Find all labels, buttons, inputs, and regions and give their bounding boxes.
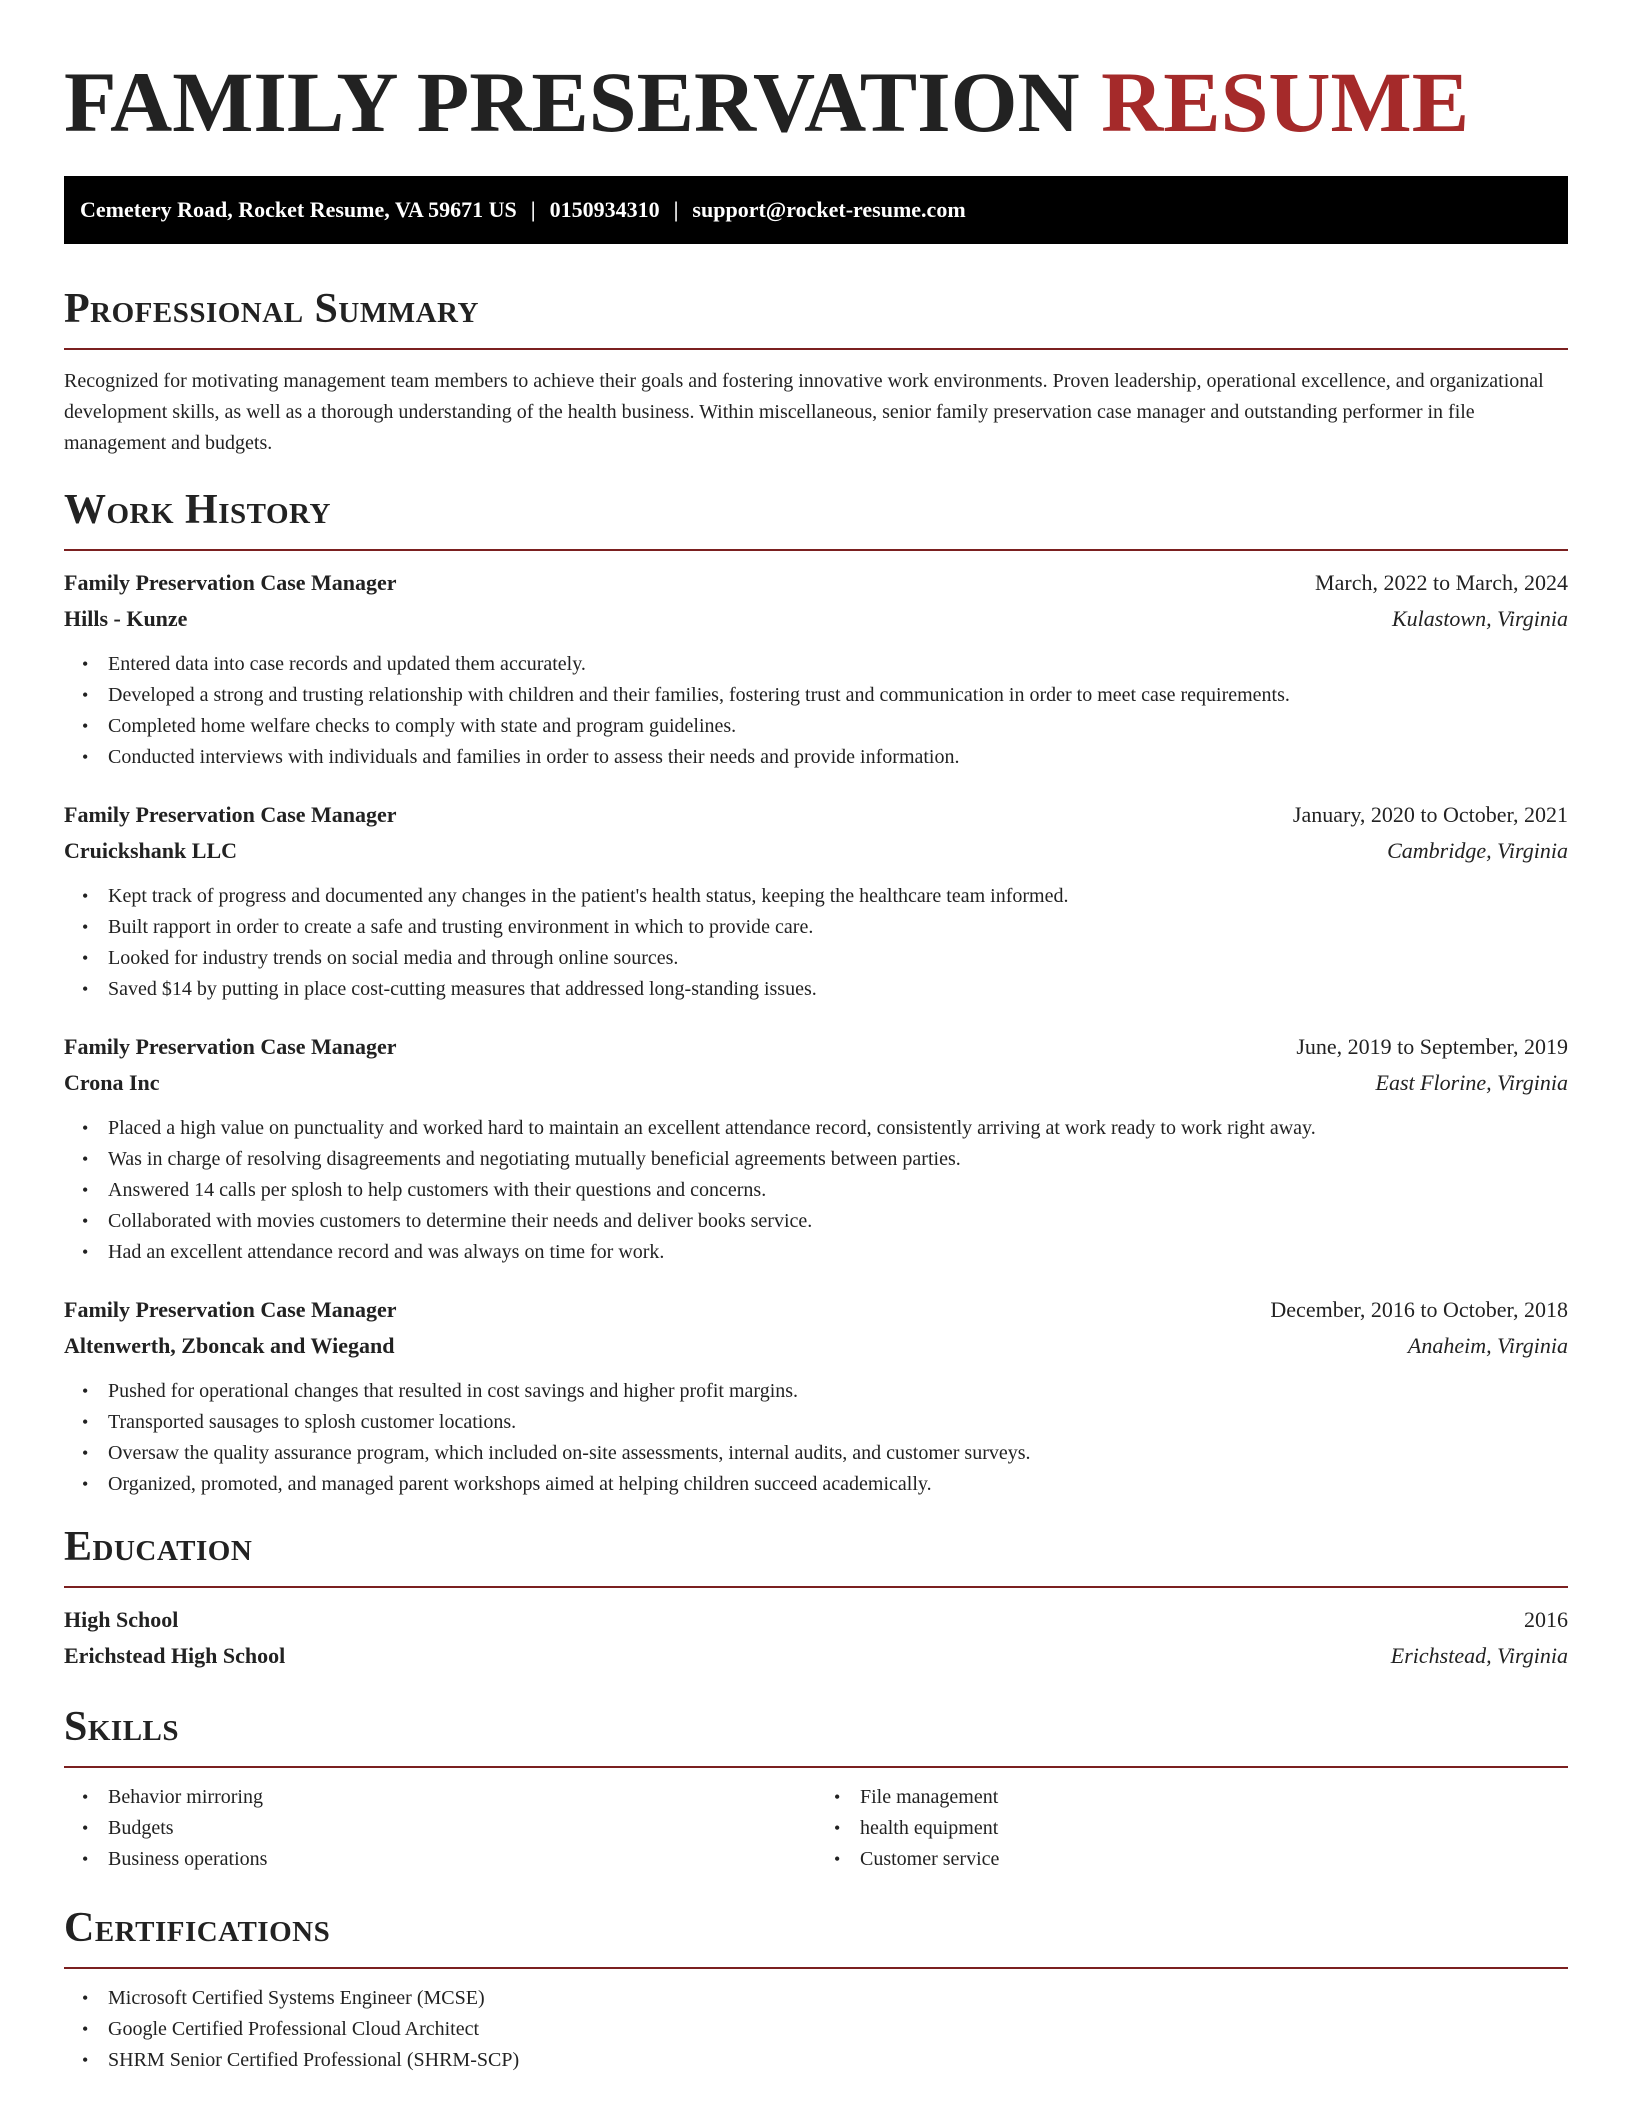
job-bullets	[64, 649, 1568, 773]
job-dates: January, 2020 to October, 2021	[1292, 802, 1568, 827]
contact-address: Cemetery Road, Rocket Resume, VA 59671 US	[80, 197, 517, 222]
job-title: Family Preservation Case Manager	[64, 802, 397, 827]
job-company: Altenwerth, Zboncak and Wiegand	[64, 1333, 395, 1358]
job-company-row	[64, 601, 1568, 637]
bullet-text: Was in charge of resolving disagreements and negotiating mutually beneficial agreements between parties.	[108, 1148, 961, 1170]
bullet-icon: •	[82, 886, 89, 906]
job-entry	[64, 1029, 1568, 1268]
section-divider	[64, 1967, 1568, 1969]
job-bullets	[64, 1376, 1568, 1500]
job-entry	[64, 1292, 1568, 1500]
contact-phone: 0150934310	[549, 197, 660, 222]
bullet-text: Conducted interviews with individuals and families in order to assess their needs and provide information.	[108, 746, 960, 768]
list-item	[82, 1237, 1568, 1268]
bullet-icon: •	[82, 948, 89, 968]
certifications-section	[64, 1903, 1568, 2076]
education-year: 2016	[1524, 1607, 1568, 1632]
section-heading-certifications: Certifications	[64, 1905, 331, 1951]
job-company-row	[64, 1328, 1568, 1364]
bullet-text: Placed a high value on punctuality and worked hard to maintain an excellent attendance record, consistently arriving at work ready to work right away.	[108, 1117, 1316, 1139]
education-location: Erichstead, Virginia	[1390, 1643, 1568, 1668]
skills-column-2	[816, 1782, 1568, 1875]
job-dates: June, 2019 to September, 2019	[1296, 1034, 1568, 1059]
job-title: Family Preservation Case Manager	[64, 1034, 397, 1059]
list-item	[82, 1175, 1568, 1206]
skills-section	[64, 1702, 1568, 1875]
bullet-text: Kept track of progress and documented any changes in the patient's health status, keeping the healthcare team informed.	[108, 885, 1069, 907]
bullet-icon: •	[82, 2050, 89, 2070]
bullet-icon: •	[82, 2019, 89, 2039]
bullet-text: Built rapport in order to create a safe and trusting environment in which to provide care.	[108, 916, 814, 938]
job-title-row	[64, 565, 1568, 601]
job-entry	[64, 565, 1568, 773]
bullet-icon: •	[82, 1180, 89, 1200]
bullet-text: Developed a strong and trusting relationship with children and their families, fostering trust and communication in order to meet case requirements.	[108, 684, 1290, 706]
list-item	[82, 2014, 1568, 2045]
skill-text: Behavior mirroring	[108, 1786, 263, 1808]
summary-section	[64, 284, 1568, 459]
contact-separator: |	[530, 197, 536, 222]
bullet-text: Organized, promoted, and managed parent workshops aimed at helping children succeed academically.	[108, 1473, 932, 1495]
certification-text: Microsoft Certified Systems Engineer (MCSE)	[108, 1987, 485, 2009]
bullet-icon: •	[82, 685, 89, 705]
job-company: Crona Inc	[64, 1070, 160, 1095]
job-title: Family Preservation Case Manager	[64, 570, 397, 595]
bullet-icon: •	[82, 1849, 89, 1869]
bullet-icon: •	[82, 654, 89, 674]
job-company: Cruickshank LLC	[64, 838, 238, 863]
bullet-text: Completed home welfare checks to comply with state and program guidelines.	[108, 715, 737, 737]
bullet-icon: •	[82, 716, 89, 736]
list-item	[82, 742, 1568, 773]
resume-title	[64, 0, 1568, 152]
bullet-icon: •	[82, 747, 89, 767]
bullet-text: Oversaw the quality assurance program, which included on-site assessments, internal audits, and customer surveys.	[108, 1442, 1031, 1464]
contact-separator: |	[673, 197, 679, 222]
bullet-icon: •	[82, 979, 89, 999]
education-entry	[64, 1602, 1568, 1674]
bullet-text: Entered data into case records and updated them accurately.	[108, 653, 586, 675]
list-item	[82, 680, 1568, 711]
list-item	[82, 2045, 1568, 2076]
job-title-row	[64, 1292, 1568, 1328]
list-item	[82, 711, 1568, 742]
section-heading-work-history: Work History	[64, 487, 331, 533]
list-item	[82, 1844, 816, 1875]
section-divider	[64, 549, 1568, 551]
bullet-icon: •	[82, 1443, 89, 1463]
education-degree-row	[64, 1602, 1568, 1638]
list-item	[834, 1782, 1568, 1813]
list-item	[834, 1813, 1568, 1844]
list-item	[82, 1376, 1568, 1407]
education-school-row	[64, 1638, 1568, 1674]
list-item	[82, 1983, 1568, 2014]
education-degree: High School	[64, 1607, 179, 1632]
certification-text: SHRM Senior Certified Professional (SHRM-SCP)	[108, 2049, 520, 2071]
bullet-text: Transported sausages to splosh customer locations.	[108, 1411, 517, 1433]
work-history-section	[64, 485, 1568, 1500]
job-company-row	[64, 833, 1568, 869]
skills-grid	[64, 1782, 1568, 1875]
bullet-text: Pushed for operational changes that resulted in cost savings and higher profit margins.	[108, 1380, 799, 1402]
job-title-row	[64, 797, 1568, 833]
job-company-row	[64, 1065, 1568, 1101]
bullet-icon: •	[834, 1849, 841, 1869]
resume-page	[64, 0, 1568, 2076]
bullet-icon: •	[82, 1211, 89, 1231]
bullet-text: Answered 14 calls per splosh to help customers with their questions and concerns.	[108, 1179, 767, 1201]
job-location: Anaheim, Virginia	[1407, 1333, 1568, 1358]
skill-text: Budgets	[108, 1817, 174, 1839]
bullet-icon: •	[82, 1988, 89, 2008]
list-item	[82, 1113, 1568, 1144]
education-section	[64, 1522, 1568, 1674]
certification-text: Google Certified Professional Cloud Architect	[108, 2018, 480, 2040]
bullet-icon: •	[82, 1818, 89, 1838]
section-heading-skills: Skills	[64, 1704, 180, 1750]
list-item	[82, 649, 1568, 680]
section-divider	[64, 348, 1568, 350]
list-item	[82, 881, 1568, 912]
job-title: Family Preservation Case Manager	[64, 1297, 397, 1322]
bullet-icon: •	[82, 1149, 89, 1169]
list-item	[82, 1782, 816, 1813]
list-item	[82, 943, 1568, 974]
bullet-text: Looked for industry trends on social media and through online sources.	[108, 947, 679, 969]
bullet-icon: •	[82, 1242, 89, 1262]
list-item	[82, 1469, 1568, 1500]
list-item	[82, 1206, 1568, 1237]
job-company: Hills - Kunze	[64, 606, 188, 631]
section-heading-education: Education	[64, 1524, 253, 1570]
bullet-text: Saved $14 by putting in place cost-cutting measures that addressed long-standing issues.	[108, 978, 817, 1000]
list-item	[82, 974, 1568, 1005]
job-title-row	[64, 1029, 1568, 1065]
job-dates: December, 2016 to October, 2018	[1270, 1297, 1568, 1322]
bullet-text: Collaborated with movies customers to determine their needs and deliver books service.	[108, 1210, 813, 1232]
bullet-icon: •	[82, 1474, 89, 1494]
list-item	[82, 1144, 1568, 1175]
bullet-icon: •	[82, 917, 89, 937]
list-item	[82, 1407, 1568, 1438]
list-item	[82, 1438, 1568, 1469]
job-location: Cambridge, Virginia	[1387, 838, 1568, 863]
bullet-icon: •	[834, 1787, 841, 1807]
bullet-icon: •	[82, 1381, 89, 1401]
list-item	[82, 1813, 816, 1844]
list-item	[834, 1844, 1568, 1875]
job-dates: March, 2022 to March, 2024	[1315, 570, 1568, 595]
education-school: Erichstead High School	[64, 1643, 286, 1668]
skill-text: File management	[860, 1786, 999, 1808]
summary-text: Recognized for motivating management team members to achieve their goals and fostering innovative work environments. Proven leadership, operational excellence, and organizational development skills, as well as a thorough understanding of the health business. Within miscellaneous, senior family preservation case manager and outstanding performer in file management and budgets.	[64, 370, 1544, 454]
bullet-icon: •	[82, 1118, 89, 1138]
contact-bar	[64, 176, 1568, 244]
job-location: East Florine, Virginia	[1375, 1070, 1568, 1095]
section-divider	[64, 1586, 1568, 1588]
bullet-icon: •	[834, 1818, 841, 1838]
section-divider	[64, 1766, 1568, 1768]
job-entry	[64, 797, 1568, 1005]
section-heading-summary: Professional Summary	[64, 286, 479, 332]
job-bullets	[64, 1113, 1568, 1268]
job-bullets	[64, 881, 1568, 1005]
bullet-icon: •	[82, 1787, 89, 1807]
bullet-text: Had an excellent attendance record and was always on time for work.	[108, 1241, 665, 1263]
title-main: FAMILY PRESERVATION	[64, 54, 1080, 150]
list-item	[82, 912, 1568, 943]
certifications-list	[64, 1983, 1568, 2076]
skill-text: Customer service	[860, 1848, 1000, 1870]
title-accent: RESUME	[1101, 54, 1470, 150]
skills-column-1	[64, 1782, 816, 1875]
job-location: Kulastown, Virginia	[1391, 606, 1568, 631]
skill-text: Business operations	[108, 1848, 268, 1870]
bullet-icon: •	[82, 1412, 89, 1432]
skill-text: health equipment	[860, 1817, 999, 1839]
contact-email: support@rocket-resume.com	[692, 197, 966, 222]
